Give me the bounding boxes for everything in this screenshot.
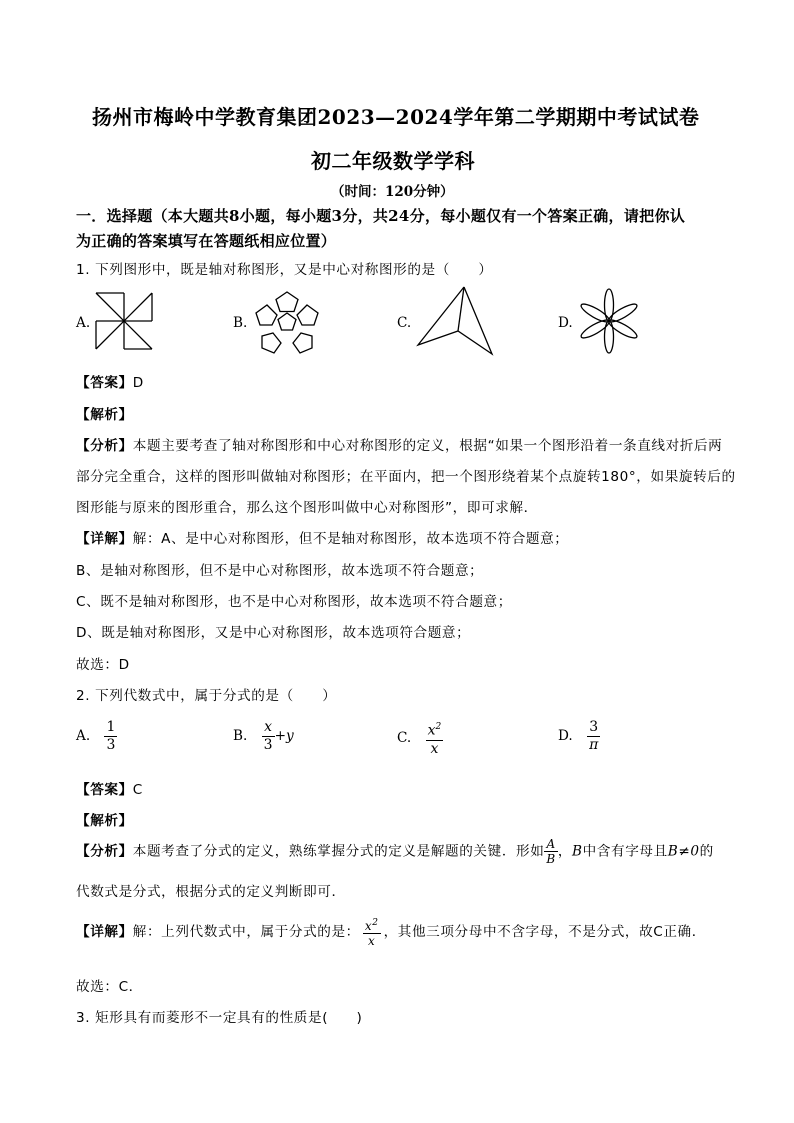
q3-stem: 3. 矩形具有而菱形不一定具有的性质是( ) (76, 1010, 363, 1026)
q1-option-d-label: D. (558, 315, 573, 331)
detail-text: ，其他三项分母中不含字母，不是分式，故C正确． (383, 924, 706, 940)
pinwheel-figure (96, 293, 152, 349)
q2-detail (76, 916, 706, 948)
denominator: x (363, 933, 381, 948)
q1-fenxi-line2: 部分完全重合，这样的图形叫做轴对称图形；在平面内，把一个图形绕着某个点旋转180°，如果旋转后的 (76, 469, 736, 485)
q1-option-a-label: A. (76, 315, 91, 331)
fenxi-text: 本题主要考查了轴对称图形和中心对称图形的定义，根据“如果一个图形沿着一条直线对折后两 (132, 438, 723, 454)
q1-detail-b: B、是轴对称图形，但不是中心对称图形，故本选项不符合题意； (76, 563, 484, 579)
q2-analysis-label: 【解析】 (76, 813, 133, 829)
q1-detail-a (76, 527, 569, 547)
q2-conclusion: 故选：C． (76, 979, 143, 995)
q1-fenxi-line3: 图形能与原来的图形重合，那么这个图形叫做中心对称图形”，即可求解． (76, 500, 538, 516)
numerator (363, 916, 381, 933)
q1-fenxi-line1 (76, 434, 722, 454)
exam-subtitle: 初二年级数学学科 (311, 149, 475, 173)
condition: B≠0 (667, 843, 700, 860)
denominator: 3 (106, 737, 116, 753)
denominator: π (589, 737, 599, 753)
denominator: B (546, 852, 556, 866)
q1-conclusion: 故选：D (76, 657, 130, 673)
answer-label: 【答案】 (76, 782, 133, 798)
variable: B (572, 843, 583, 860)
q2-answer (76, 778, 143, 798)
fenxi-text: 的 (699, 843, 714, 860)
detail-text: 解：A、是中心对称图形，但不是轴对称图形，故本选项不符合题意； (132, 531, 569, 547)
denominator: 3 (263, 737, 273, 753)
detail-text: 解：上列代数式中，属于分式的是： (132, 924, 360, 940)
base: x (364, 919, 373, 933)
q2-stem: 2. 下列代数式中，属于分式的是（ ） (76, 688, 337, 704)
comma: ， (557, 843, 573, 860)
curved-triangle-figure (418, 287, 494, 357)
q1-analysis-label: 【解析】 (76, 407, 133, 423)
fraction (262, 719, 275, 754)
q2-option-c (397, 719, 443, 758)
fenxi-label: 【分析】 (76, 438, 133, 454)
fraction (587, 719, 600, 754)
q2-option-b (233, 719, 294, 754)
exponent: 2 (435, 722, 442, 732)
section-heading-line2: 为正确的答案填写在答题纸相应位置） (76, 232, 337, 250)
numerator: 3 (589, 719, 599, 735)
q1-answer (76, 371, 144, 391)
xiangjie-label: 【详解】 (76, 531, 133, 547)
q2-fenxi-line1 (76, 837, 714, 866)
fenxi-label: 【分析】 (76, 843, 133, 860)
q2-fenxi-line2: 代数式是分式，根据分式的定义判断即可． (76, 884, 346, 900)
q1-detail-d: D、既是轴对称图形，又是中心对称图形，故本选项符合题意； (76, 625, 471, 641)
numerator: x (264, 719, 273, 735)
q1-option-b-label: B. (233, 315, 248, 331)
fenxi-text: 本题考查了分式的定义，熟练掌握分式的定义是解题的关键．形如 (132, 843, 545, 860)
option-label: B. (233, 728, 248, 744)
option-label: A. (76, 728, 91, 744)
base: x (427, 722, 436, 739)
option-label: C. (397, 729, 412, 746)
exam-time: （时间：120分钟） (331, 184, 454, 200)
q2-option-a (76, 719, 117, 754)
denominator: x (426, 740, 444, 758)
answer-value: D (132, 375, 144, 391)
q2-option-d (558, 719, 600, 754)
q1-detail-c: C、既不是轴对称图形，也不是中心对称图形，故本选项不符合题意； (76, 594, 512, 610)
tail-term: +y (274, 728, 294, 744)
xiangjie-label: 【详解】 (76, 924, 133, 940)
q1-stem: 1. 下列图形中，既是轴对称图形，又是中心对称图形的是（ ） (76, 262, 493, 278)
numerator (426, 719, 444, 740)
q1-option-c-label: C. (397, 315, 412, 331)
fraction (104, 719, 117, 754)
section-heading-line1: 一．选择题（本大题共8小题，每小题3分，共24分，每小题仅有一个答案正确，请把你认 (76, 207, 686, 225)
exam-title: 扬州市梅岭中学教育集团2023—2024学年第二学期期中考试试卷 (92, 105, 700, 129)
exponent: 2 (372, 918, 379, 928)
answer-value: C (132, 782, 143, 798)
fenxi-text: 中含有字母且 (582, 843, 668, 860)
fraction (426, 719, 444, 758)
fraction (544, 837, 557, 866)
flower-figure (579, 290, 639, 352)
fraction (363, 916, 381, 948)
pentagon-cluster-figure (254, 291, 320, 355)
numerator: 1 (106, 719, 116, 735)
answer-label: 【答案】 (76, 375, 133, 391)
numerator: A (546, 837, 556, 851)
option-label: D. (558, 728, 573, 744)
